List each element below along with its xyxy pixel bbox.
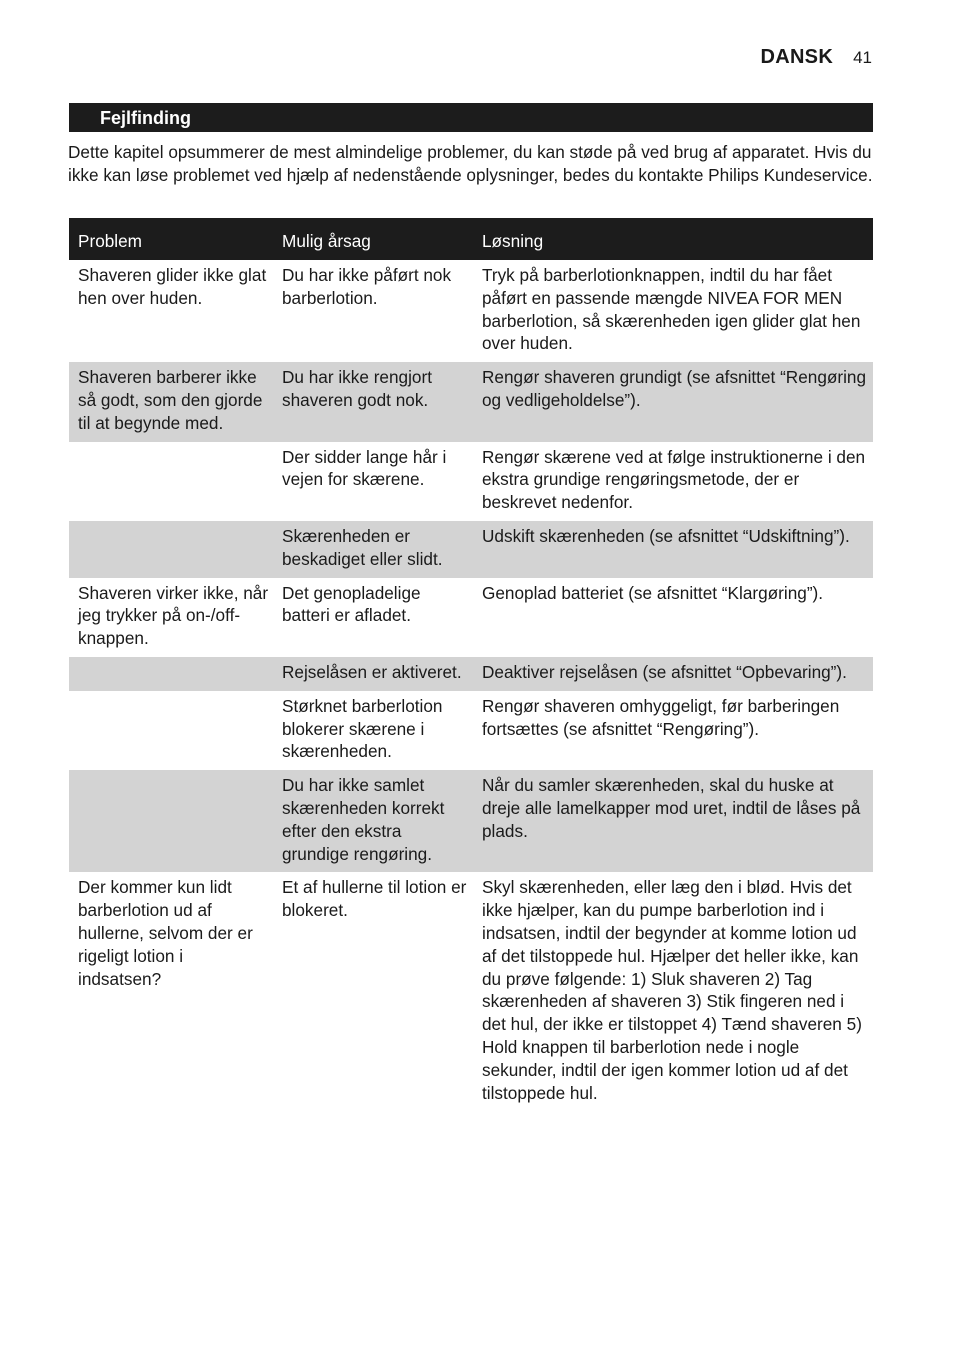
table-row [69,691,873,770]
cause-cell: Et af hullerne til lotion er blokeret. [282,877,467,921]
solution-cell: Rengør shaveren grundigt (se afsnittet “Rengøring og vedligeholdelse”). [473,362,873,441]
cause-cell: Det genopladelige batteri er afladet. [282,582,421,626]
solution-cell: Rengør shaveren omhyggeligt, før barberingen fortsættes (se afsnittet “Rengøring”). [482,695,840,739]
solution-cell: Tryk på barberlotionknappen, indtil du har fået påført en passende mængde NIVEA FOR MEN barberlotion, så skærenheden igen glider glat hen over huden. [482,265,861,354]
cause-cell: Du har ikke rengjort shaveren godt nok. [273,362,473,441]
problem-cell [69,770,273,872]
solution-cell: Rengør skærene ved at følge instruktionerne i den ekstra grundige rengøringsmetode, der er beskrevet nedenfor. [482,446,866,513]
problem-cell: Shaveren virker ikke, når jeg trykker på on-/off-knappen. [78,582,269,649]
cause-cell: Rejselåsen er aktiveret. [273,657,473,691]
cause-cell: Størknet barberlotion blokerer skærene i skærenheden. [282,695,443,762]
page-number: 41 [853,48,872,67]
table-row [69,362,873,441]
table-row [69,442,873,521]
cause-cell: Du har ikke samlet skærenheden korrekt efter den ekstra grundige rengøring. [273,770,473,872]
table-row [69,260,873,362]
header-problem: Problem [69,218,273,260]
table-row [69,521,873,578]
header-solution: Løsning [473,218,873,260]
table-row [69,578,873,657]
solution-cell: Genoplad batteriet (se afsnittet “Klargøring”). [482,582,824,603]
problem-cell [69,657,273,691]
table-header-row [69,218,873,260]
solution-cell: Når du samler skærenheden, skal du huske at dreje alle lamelkapper mod uret, indtil de låses på plads. [473,770,873,872]
problem-cell: Shaveren glider ikke glat hen over huden. [78,265,267,308]
cause-cell: Der sidder lange hår i vejen for skærene. [282,446,447,490]
table-row [69,872,873,1111]
header-cause: Mulig årsag [273,218,473,260]
troubleshooting-table [69,218,873,1111]
table-row [69,657,873,691]
solution-cell: Deaktiver rejselåsen (se afsnittet “Opbevaring”). [473,657,873,691]
problem-cell: Der kommer kun lidt barberlotion ud af hullerne, selvom der er rigeligt lotion i indsatsen? [78,877,253,989]
problem-cell [69,691,273,770]
intro-paragraph: Dette kapitel opsummerer de mest almindelige problemer, du kan støde på ved brug af apparatet. Hvis du ikke kan løse problemet ved hjælp af nedenstående oplysninger, bedes du kontakte Philips Kundeservice. [68,142,873,185]
problem-cell [69,521,273,578]
section-title: Fejlfinding [100,108,191,128]
language-label: DANSK [760,46,834,68]
page-header [760,46,872,69]
problem-cell: Shaveren barberer ikke så godt, som den gjorde til at begynde med. [69,362,273,441]
table-row [69,770,873,872]
section-title-bar [69,103,873,132]
problem-cell [69,442,273,521]
solution-cell: Skyl skærenheden, eller læg den i blød. Hvis det ikke hjælper, kan du pumpe barberlotion ind i indsatsen, indtil der begynder at komme lotion ud af det tilstoppede hul. Hjælper det heller ikke, kan du prøve følgende: 1) Sluk shaveren 2) Tag skærenheden af shaveren 3) Stik fingeren ned i det hul, der ikke er tilstoppet 4) Tænd shaveren 5) Hold knappen til barberlotion nede i nogle sekunder, indtil der igen kommer lotion ud af det tilstoppede hul. [482,877,862,1103]
cause-cell: Du har ikke påført nok barberlotion. [282,265,452,308]
cause-cell: Skærenheden er beskadiget eller slidt. [273,521,473,578]
solution-cell: Udskift skærenheden (se afsnittet “Udskiftning”). [473,521,873,578]
